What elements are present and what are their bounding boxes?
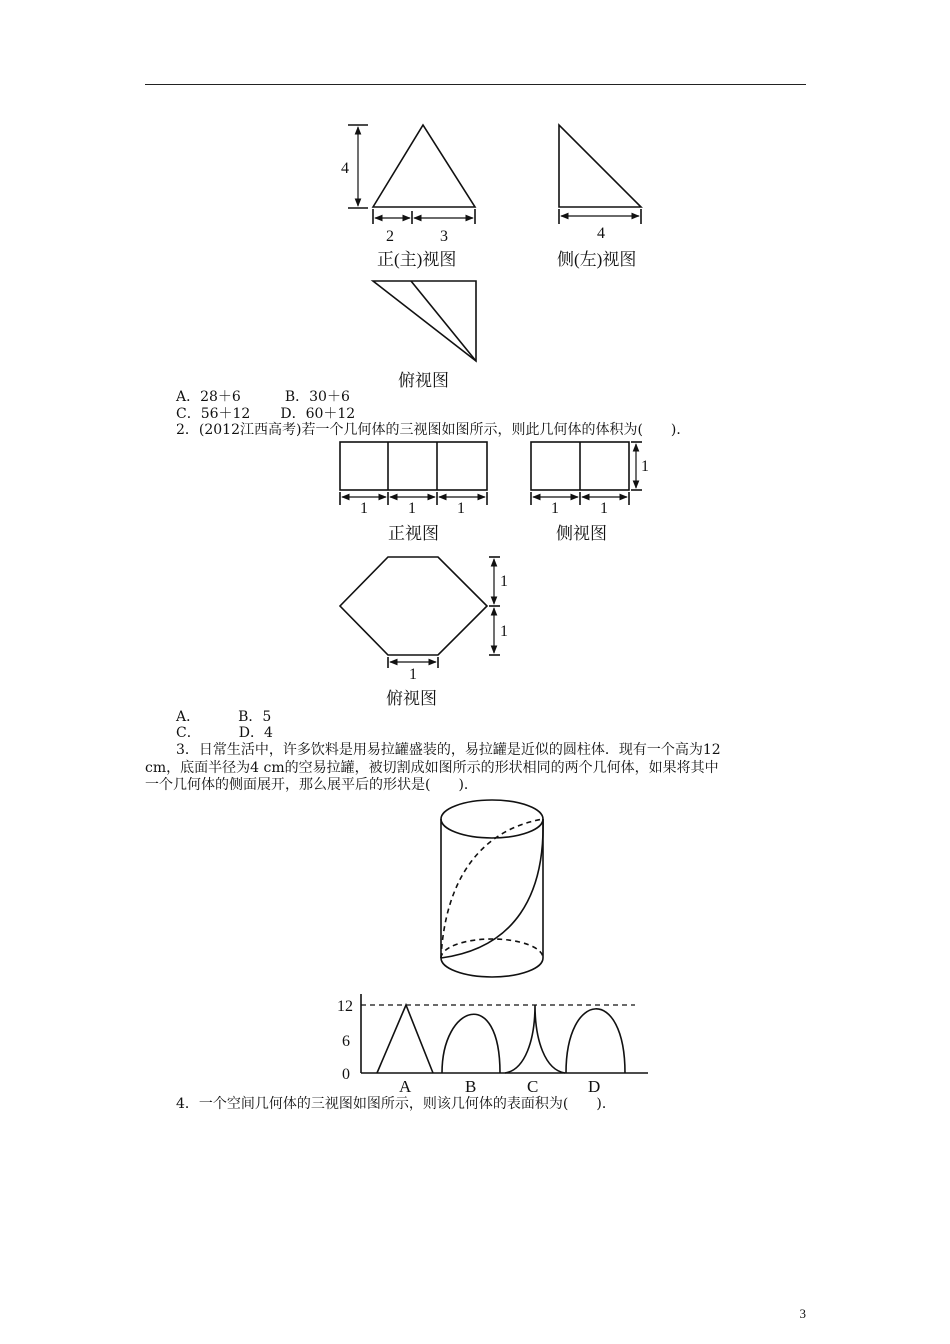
q3-stem-line-2: cm，底面半径为4 cm的空易拉罐，被切割成如图所示的形状相同的两个几何体，如果将其中 <box>145 760 719 776</box>
q1-front-view <box>348 125 475 224</box>
q2-stem: 2．(2012江西高考)若一个几何体的三视图如图所示，则此几何体的体积为( )． <box>176 422 691 438</box>
q2-dim-top-lower: 1 <box>500 623 508 640</box>
q1-options-row-1 <box>176 389 350 405</box>
q2-side-view <box>531 442 642 505</box>
q1-dim-side: 4 <box>597 225 605 242</box>
q3-cylinder-figure <box>441 800 543 977</box>
q2-dim-top-upper: 1 <box>500 573 508 590</box>
q2-front-view <box>340 442 487 505</box>
graph-c-cusp <box>505 1005 565 1073</box>
q2-option-b: B．5 <box>238 709 272 725</box>
q3-stem-line-1: 3．日常生活中，许多饮料是用易拉罐盛装的，易拉罐是近似的圆柱体．现有一个高为12 <box>176 742 721 758</box>
graph-b-arch <box>442 1014 500 1073</box>
q1-side-view-label: 侧(左)视图 <box>557 250 637 269</box>
q1-dim-right: 3 <box>440 228 448 245</box>
q2-option-d: D．4 <box>238 725 273 741</box>
q2-top-view-label: 俯视图 <box>386 689 437 708</box>
q3-choice-b: B <box>465 1077 477 1096</box>
q3-y-tick-6: 6 <box>342 1033 350 1050</box>
q1-option-d: D．60＋12 <box>280 406 356 422</box>
q2-dim-side-h: 1 <box>641 458 649 475</box>
q2-dim-top-bottom: 1 <box>409 666 417 683</box>
q1-side-view <box>559 125 641 224</box>
q1-option-c: C．56＋12 <box>176 406 251 422</box>
q1-dim-height: 4 <box>341 160 349 177</box>
q2-options-row-1 <box>176 709 271 725</box>
graph-d-arch <box>566 1009 625 1073</box>
q2-dim-side-2: 1 <box>600 500 608 517</box>
q1-options-row-2 <box>176 406 355 422</box>
q1-front-view-label: 正(主)视图 <box>377 250 457 269</box>
q3-y-tick-0: 0 <box>342 1066 350 1083</box>
q2-dim-front-1: 1 <box>360 500 368 517</box>
q3-y-tick-12: 12 <box>337 998 353 1015</box>
q3-stem-line-3: 一个几何体的侧面展开，那么展平后的形状是( )． <box>145 777 478 793</box>
page-number: 3 <box>799 1306 806 1321</box>
q1-option-a: A．28＋6 <box>176 389 241 405</box>
q2-side-view-label: 侧视图 <box>556 524 607 543</box>
q2-dim-front-3: 1 <box>457 500 465 517</box>
q2-options-row-2 <box>176 725 273 741</box>
q1-dim-left: 2 <box>386 228 394 245</box>
q2-dim-side-1: 1 <box>551 500 559 517</box>
q3-choice-d: D <box>588 1077 601 1096</box>
q1-option-b: B．30＋6 <box>284 389 350 405</box>
q2-option-c: C． <box>176 725 201 741</box>
q3-answer-graphs <box>361 994 648 1073</box>
q2-dim-front-2: 1 <box>408 500 416 517</box>
q3-choice-a: A <box>399 1077 412 1096</box>
q1-top-view-label: 俯视图 <box>398 371 449 390</box>
q4-stem: 4．一个空间几何体的三视图如图所示，则该几何体的表面积为( )． <box>176 1096 616 1112</box>
graph-a-triangle <box>377 1005 433 1073</box>
q2-front-view-label: 正视图 <box>388 524 439 543</box>
q2-top-view <box>340 557 500 668</box>
q2-option-a: A． <box>176 709 201 725</box>
q1-top-view <box>373 281 476 361</box>
q3-choice-c: C <box>527 1077 539 1096</box>
